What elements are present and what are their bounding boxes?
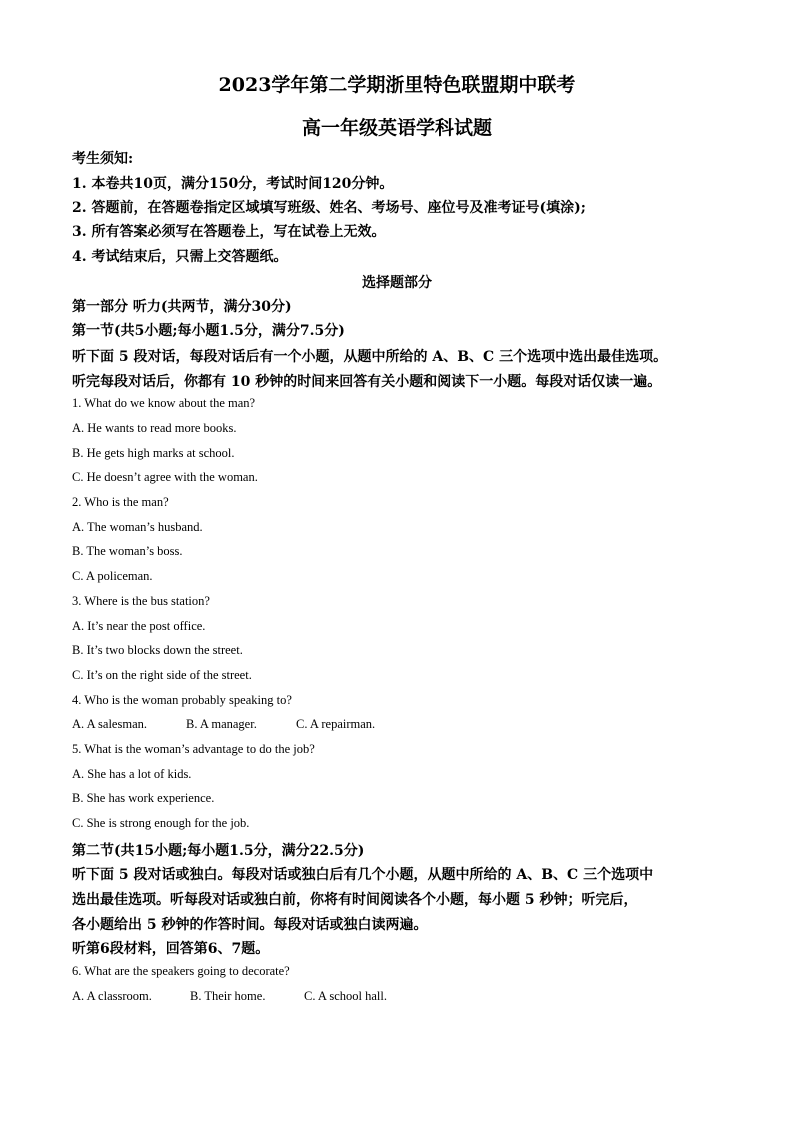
section2-instruction: 选出最佳选项。听每段对话或独白前，你将有时间阅读各个小题，每小题 5 秒钟；听完后， — [72, 892, 638, 908]
option-b: B. He gets high marks at school. — [72, 446, 235, 460]
option-c: C. It’s on the right side of the street. — [72, 668, 252, 682]
option-b: B. Their home. — [190, 989, 266, 1003]
question-stem: 3. Where is the bus station? — [72, 594, 210, 608]
exam-title: 2023学年第二学期浙里特色联盟期中联考 — [218, 74, 576, 96]
part1-section2-title: 第二节(共15小题;每小题1.5分，满分22.5分) — [72, 843, 365, 859]
option-c: C. A policeman. — [72, 569, 153, 583]
question-stem: 4. Who is the woman probably speaking to? — [72, 693, 292, 707]
option-a: A. A classroom. — [72, 989, 152, 1003]
notice-item: 2. 答题前，在答题卷指定区域填写班级、姓名、考场号、座位号及准考证号(填涂); — [72, 200, 586, 216]
question-stem: 5. What is the woman’s advantage to do the job? — [72, 742, 315, 756]
options-row — [72, 989, 387, 1004]
part1-title: 第一部分 听力(共两节，满分30分) — [72, 299, 292, 315]
option-c: C. He doesn’t agree with the woman. — [72, 470, 258, 484]
option-a: A. He wants to read more books. — [72, 421, 237, 435]
part1-section1-title: 第一节(共5小题;每小题1.5分，满分7.5分) — [72, 323, 345, 339]
option-c: C. A repairman. — [296, 717, 376, 731]
notice-item: 3. 所有答案必须写在答题卷上，写在试卷上无效。 — [72, 224, 386, 240]
section-title: 选择题部分 — [362, 275, 432, 291]
question-stem: 1. What do we know about the man? — [72, 396, 256, 410]
section1-instruction: 听完每段对话后，你都有 10 秒钟的时间来回答有关小题和阅读下一小题。每段对话仅读一遍。 — [72, 374, 662, 390]
option-a: A. It’s near the post office. — [72, 619, 206, 633]
notice-heading: 考生须知: — [72, 151, 134, 167]
option-c: C. A school hall. — [304, 989, 387, 1003]
section2-instruction: 听下面 5 段对话或独白。每段对话或独白后有几个小题，从题中所给的 A、B、C 三个选项中 — [72, 867, 654, 883]
section1-instruction: 听下面 5 段对话，每段对话后有一个小题，从题中所给的 A、B、C 三个选项中选出最佳选项。 — [72, 349, 668, 365]
option-b: B. She has work experience. — [72, 791, 215, 805]
exam-subtitle: 高一年级英语学科试题 — [301, 117, 492, 139]
option-a: A. She has a lot of kids. — [72, 767, 192, 781]
option-a: A. A salesman. — [72, 717, 147, 731]
option-a: A. The woman’s husband. — [72, 520, 203, 534]
notice-item: 4. 考试结束后，只需上交答题纸。 — [72, 249, 288, 265]
question-stem: 6. What are the speakers going to decorate? — [72, 964, 290, 978]
question-stem: 2. Who is the man? — [72, 495, 169, 509]
option-b: B. It’s two blocks down the street. — [72, 643, 243, 657]
section2-instruction: 各小题给出 5 秒钟的作答时间。每段对话或独白读两遍。 — [72, 917, 428, 933]
option-b: B. A manager. — [186, 717, 257, 731]
option-c: C. She is strong enough for the job. — [72, 816, 250, 830]
notice-item: 1. 本卷共10页，满分150分，考试时间120分钟。 — [72, 176, 394, 192]
material-heading: 听第6段材料，回答第6、7题。 — [72, 941, 270, 957]
option-b: B. The woman’s boss. — [72, 544, 183, 558]
options-row — [72, 717, 375, 732]
